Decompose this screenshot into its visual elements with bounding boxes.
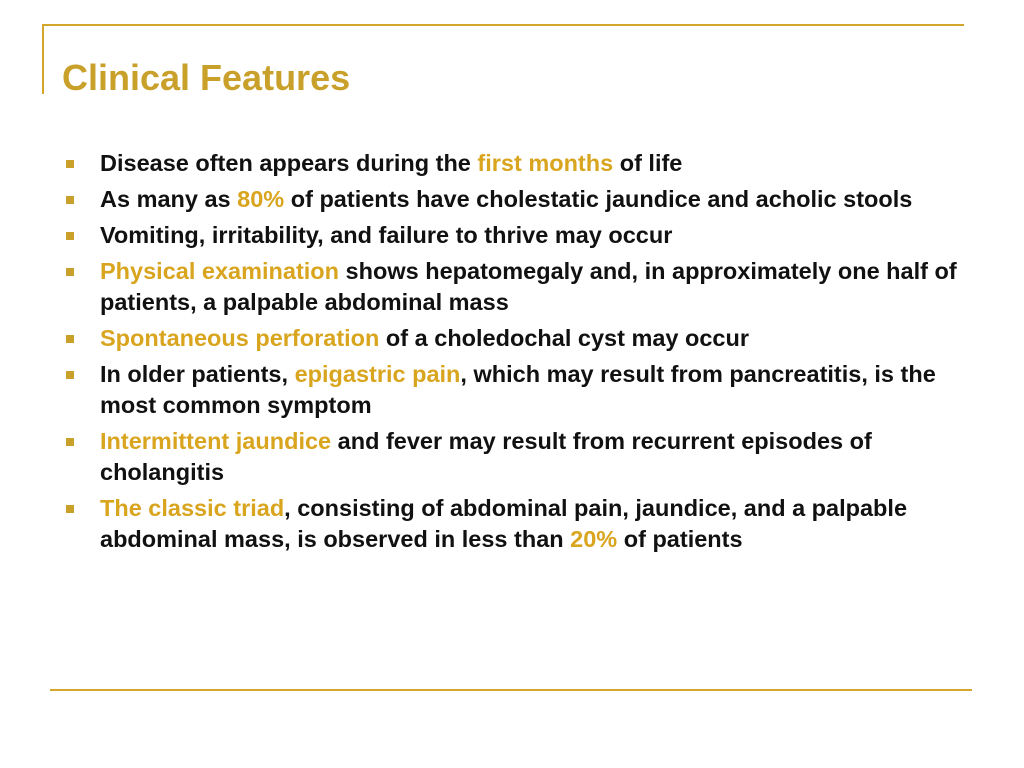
frame-left-rule: [42, 24, 44, 94]
bullet-highlight: Intermittent jaundice: [100, 428, 332, 454]
bullet-highlight: 80%: [237, 186, 285, 212]
bullet-item: [66, 493, 966, 555]
bullet-text: Vomiting, irritability, and failure to thrive may occur: [100, 222, 673, 248]
bullet-text: In older patients,: [100, 361, 295, 387]
bullet-item: [66, 148, 966, 179]
bullet-highlight: epigastric pain: [294, 361, 461, 387]
square-bullet-icon: [66, 505, 74, 513]
bullet-text: of patients: [617, 526, 743, 552]
bullet-highlight: Physical examination: [100, 258, 340, 284]
square-bullet-icon: [66, 268, 74, 276]
bullet-item: [66, 184, 966, 215]
bullet-text: Disease often appears during the: [100, 150, 478, 176]
bullet-list: [66, 148, 966, 560]
bullet-item: [66, 359, 966, 421]
bullet-text: of a choledochal cyst may occur: [379, 325, 750, 351]
bullet-item: [66, 426, 966, 488]
bullet-highlight: 20%: [570, 526, 618, 552]
bullet-text: and fever may result from recurrent episodes of cholangitis: [100, 428, 872, 485]
square-bullet-icon: [66, 196, 74, 204]
bullet-highlight: The classic triad: [100, 495, 285, 521]
bullet-text: of patients have cholestatic jaundice and acholic stools: [284, 186, 913, 212]
square-bullet-icon: [66, 232, 74, 240]
bullet-text: , which may result from pancreatitis, is the most common symptom: [100, 361, 936, 418]
square-bullet-icon: [66, 371, 74, 379]
slide-title: Clinical Features: [62, 57, 351, 98]
bullet-highlight: Spontaneous perforation: [100, 325, 380, 351]
bullet-text: , consisting of abdominal pain, jaundice, and a palpable abdominal mass, is observed in less than: [100, 495, 908, 552]
bullet-text: As many as: [100, 186, 238, 212]
bullet-text: shows hepatomegaly and, in approximately one half of patients, a palpable abdominal mass: [100, 258, 957, 315]
frame-bottom-rule: [50, 689, 972, 691]
bullet-text: of life: [613, 150, 683, 176]
bullet-highlight: first months: [477, 150, 614, 176]
frame-top-rule: [42, 24, 964, 26]
square-bullet-icon: [66, 438, 74, 446]
square-bullet-icon: [66, 160, 74, 168]
bullet-item: [66, 256, 966, 318]
bullet-item: [66, 323, 966, 354]
bullet-item: [66, 220, 966, 251]
square-bullet-icon: [66, 335, 74, 343]
